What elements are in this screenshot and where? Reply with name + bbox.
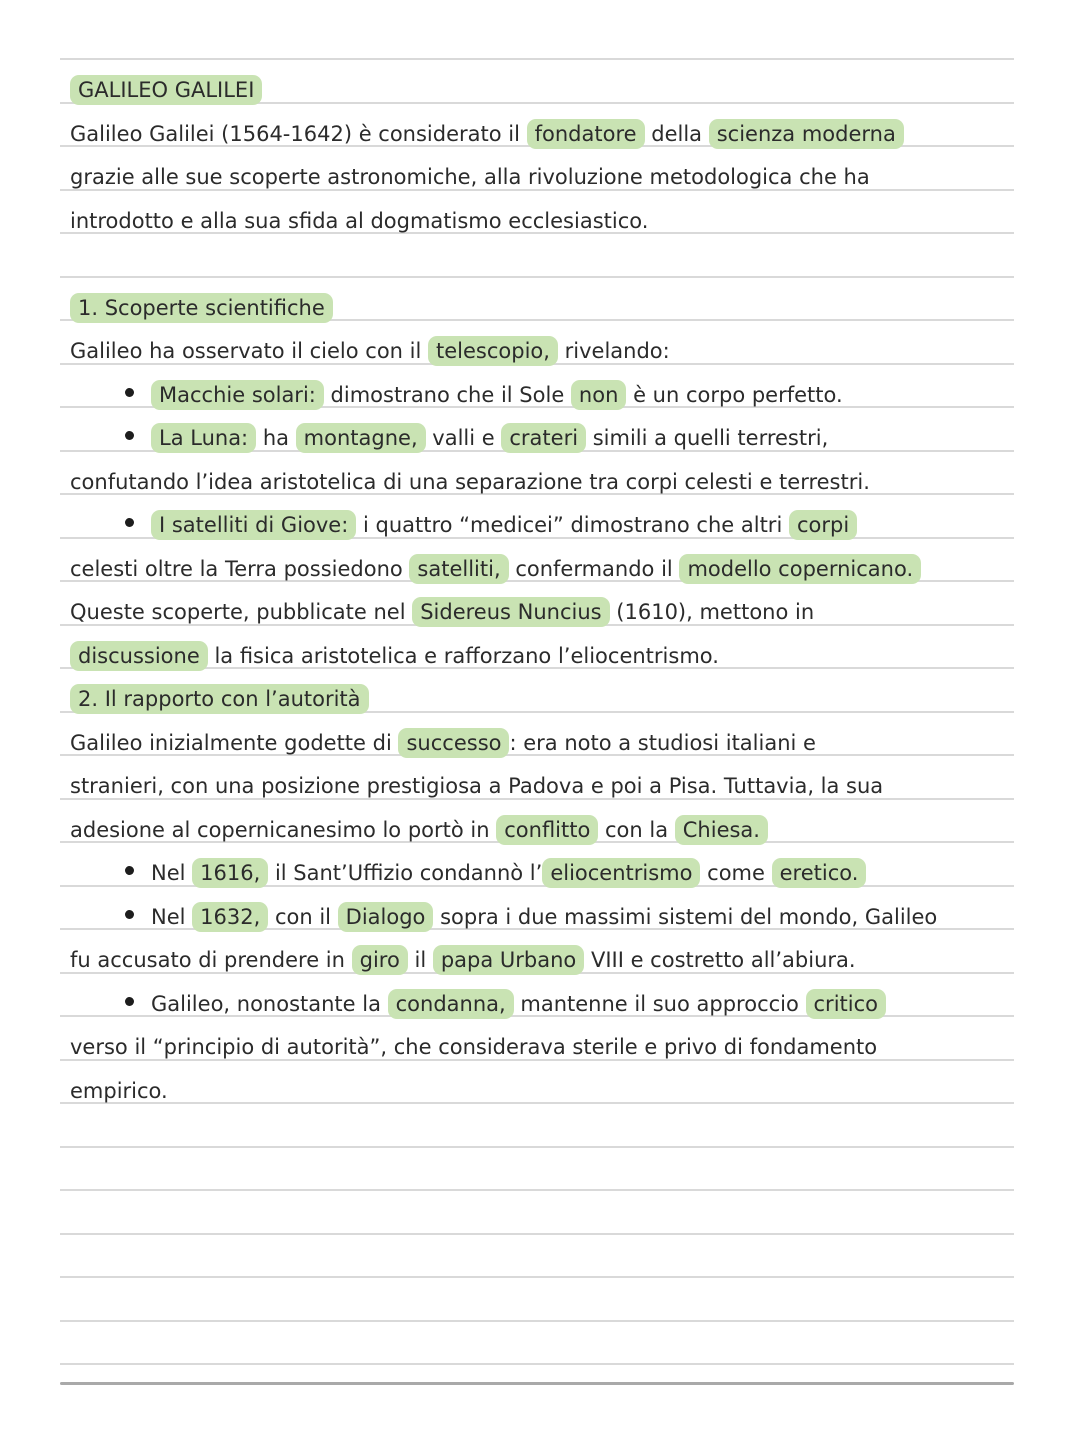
highlighted-text: crateri <box>501 423 586 453</box>
text-line <box>60 713 1014 757</box>
text-segment: fu accusato di prendere in <box>70 948 352 972</box>
text-segment: il Sant’Uffizio condannò l’ <box>268 861 543 885</box>
highlighted-text: discussione <box>70 641 208 671</box>
bullet-icon <box>125 431 134 440</box>
text-segment: (1610), mettono in <box>609 600 815 624</box>
text-segment: Galileo, nonostante la <box>151 991 388 1016</box>
text-line <box>60 800 1014 844</box>
highlighted-text: fondatore <box>527 119 645 149</box>
highlighted-text: Macchie solari: <box>151 380 324 410</box>
text-segment: della <box>644 121 709 146</box>
text-line <box>60 104 1014 148</box>
bullet-icon <box>125 866 134 875</box>
highlighted-text: condanna, <box>388 989 514 1019</box>
blank-line <box>60 1148 1014 1192</box>
highlighted-text: GALILEO GALILEI <box>70 75 262 105</box>
text-segment: stranieri, con una posizione prestigiosa a Padova e poi a Pisa. Tuttavia, la sua <box>70 774 884 798</box>
bullet-line <box>60 843 1014 887</box>
text-segment: simili a quelli terrestri, <box>586 426 829 450</box>
bullet-line <box>60 887 1014 931</box>
highlighted-text: La Luna: <box>151 423 256 453</box>
highlighted-text: papa Urbano <box>433 945 584 975</box>
highlighted-text: eliocentrismo <box>542 858 700 888</box>
text-line <box>60 930 1014 974</box>
bullet-line <box>60 974 1014 1018</box>
highlighted-text: critico <box>806 989 886 1019</box>
blank-line <box>60 1235 1014 1279</box>
text-segment: sopra i due massimi sistemi del mondo, Galileo <box>433 904 938 929</box>
highlighted-text: corpi <box>789 510 857 540</box>
title-line <box>60 60 1014 104</box>
bullet-line <box>60 365 1014 409</box>
highlighted-text: 1. Scoperte scientifiche <box>70 293 333 323</box>
text-segment: il <box>407 948 433 972</box>
top-margin <box>60 0 1014 60</box>
highlighted-text: 1616, <box>192 858 268 888</box>
bullet-icon <box>125 997 134 1006</box>
highlighted-text: successo <box>398 728 509 758</box>
blank-line <box>60 234 1014 278</box>
text-segment: empirico. <box>70 1078 168 1103</box>
highlighted-text: 1632, <box>192 902 268 932</box>
bullet-line <box>60 408 1014 452</box>
text-line <box>60 452 1014 496</box>
text-segment: confermando il <box>508 556 680 581</box>
text-segment: mantenne il suo approccio <box>513 991 806 1016</box>
blank-line <box>60 1322 1014 1366</box>
text-line <box>60 539 1014 583</box>
text-line <box>60 147 1014 191</box>
text-segment: grazie alle sue scoperte astronomiche, alla rivoluzione metodologica che ha <box>70 165 870 189</box>
text-segment: confutando l’idea aristotelica di una separazione tra corpi celesti e terrestri. <box>70 469 870 494</box>
highlighted-text: modello copernicano. <box>679 554 921 584</box>
text-segment: Nel <box>151 861 193 885</box>
text-line <box>60 321 1014 365</box>
highlighted-text: Chiesa. <box>675 815 768 845</box>
highlighted-text: Sidereus Nuncius <box>412 597 609 627</box>
highlighted-text: conflitto <box>496 815 598 845</box>
text-segment: Galileo ha osservato il cielo con il <box>70 339 429 363</box>
text-line <box>60 1061 1014 1105</box>
highlighted-text: satelliti, <box>409 554 508 584</box>
text-segment: come <box>700 861 772 885</box>
bullet-line <box>60 495 1014 539</box>
text-segment: la fisica aristotelica e rafforzano l’eliocentrismo. <box>207 643 719 668</box>
page-end-divider <box>60 1382 1014 1385</box>
text-segment: : era noto a studiosi italiani e <box>509 730 816 755</box>
highlighted-text: 2. Il rapporto con l’autorità <box>70 684 369 714</box>
text-segment: introdotto e alla sua sfida al dogmatismo ecclesiastico. <box>70 208 649 233</box>
text-segment: adesione al copernicanesimo lo portò in <box>70 817 497 842</box>
blank-line <box>60 1278 1014 1322</box>
text-segment: rivelando: <box>557 339 670 363</box>
text-segment: celesti oltre la Terra possiedono <box>70 556 410 581</box>
highlighted-text: montagne, <box>296 423 426 453</box>
text-segment: con il <box>268 904 338 929</box>
highlighted-text: giro <box>352 945 408 975</box>
text-segment: VIII e costretto all’abiura. <box>584 948 856 972</box>
highlighted-text: I satelliti di Giove: <box>151 510 356 540</box>
highlighted-text: scienza moderna <box>709 119 904 149</box>
text-segment: valli e <box>425 426 502 450</box>
heading-line <box>60 669 1014 713</box>
highlighted-text: Dialogo <box>338 902 434 932</box>
text-segment: verso il “principio di autorità”, che considerava sterile e privo di fondamento <box>70 1035 878 1059</box>
heading-line <box>60 278 1014 322</box>
text-segment: ha <box>256 426 296 450</box>
text-segment: Galileo inizialmente godette di <box>70 730 399 755</box>
bullet-icon <box>125 910 134 919</box>
highlighted-text: telescopio, <box>428 336 558 366</box>
text-line <box>60 582 1014 626</box>
text-segment: dimostrano che il Sole <box>323 382 571 407</box>
blank-line <box>60 1104 1014 1148</box>
text-segment: Nel <box>151 904 193 929</box>
text-segment: Queste scoperte, pubblicate nel <box>70 600 413 624</box>
text-line <box>60 756 1014 800</box>
bullet-icon <box>125 518 134 527</box>
blank-line <box>60 1191 1014 1235</box>
text-line <box>60 1017 1014 1061</box>
page-lines <box>0 60 1080 1365</box>
bullet-icon <box>125 388 134 397</box>
text-line <box>60 191 1014 235</box>
text-line <box>60 626 1014 670</box>
highlighted-text: non <box>571 380 626 410</box>
text-segment: Galileo Galilei (1564-1642) è considerato il <box>70 121 527 146</box>
text-segment: con la <box>598 817 675 842</box>
highlighted-text: eretico. <box>772 858 867 888</box>
text-segment: è un corpo perfetto. <box>626 382 843 407</box>
text-segment: i quattro “medicei” dimostrano che altri <box>356 513 789 537</box>
